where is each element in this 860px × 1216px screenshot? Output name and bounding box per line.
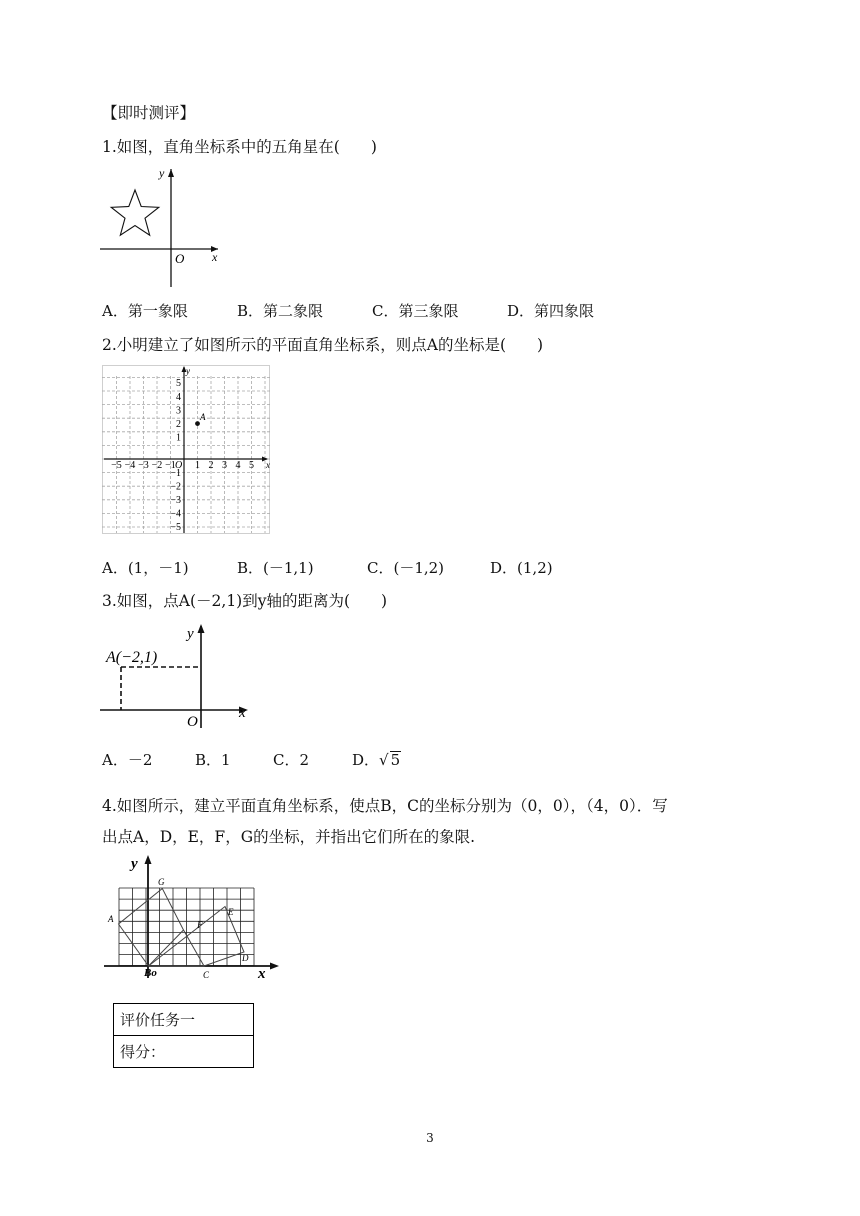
y-axis-arrow-icon: [145, 855, 152, 864]
option-c[interactable]: C．(－1,2): [367, 559, 445, 577]
y-tick-label: −1: [170, 467, 181, 479]
point-d-label: D: [242, 953, 249, 963]
option-c[interactable]: C．2: [273, 751, 310, 769]
question-4-figure: [102, 852, 282, 982]
y-tick-labels: [170, 378, 181, 533]
x-tick-label: −5: [111, 460, 122, 471]
y-axis-label: y: [159, 166, 165, 180]
option-d[interactable]: D．第四象限: [507, 302, 595, 320]
section-title: 【即时测评】: [102, 104, 196, 122]
y-axis-arrow-icon: [168, 169, 174, 177]
x-tick-label: −2: [151, 460, 163, 471]
point-g-label: G: [158, 877, 165, 887]
question-4-stem-line-1: 4.如图所示，建立平面直角坐标系，使点B，C的坐标分别为（0，0），（4，0）．写: [102, 797, 668, 815]
x-tick-labels: [111, 460, 254, 471]
x-axis-arrow-icon: [270, 963, 279, 970]
option-b[interactable]: B．1: [195, 751, 231, 769]
x-tick-label: 5: [249, 460, 254, 471]
score-table-title: 评价任务一: [114, 1004, 254, 1036]
x-tick-label: 1: [195, 460, 200, 471]
sqrt-value: 5: [390, 751, 401, 769]
point-bo-label: Bo: [144, 967, 157, 979]
option-a[interactable]: A．－2: [102, 751, 153, 769]
x-tick-label: −4: [124, 460, 136, 471]
option-d[interactable]: D．(1,2): [490, 559, 553, 577]
question-2-stem: 2.小明建立了如图所示的平面直角坐标系，则点A的坐标是( ): [102, 336, 544, 354]
question-2-options: [102, 557, 553, 578]
y-tick-label: 2: [176, 419, 181, 430]
option-d[interactable]: D．√ 5: [352, 751, 401, 769]
question-1-stem: 1.如图，直角坐标系中的五角星在( ): [102, 138, 377, 156]
y-axis-arrow-icon: [198, 624, 205, 633]
x-tick-label: 2: [208, 460, 214, 471]
y-axis-label: y: [187, 626, 194, 642]
point-e-label: E: [228, 907, 234, 917]
x-axis-label: x: [266, 460, 270, 470]
y-tick-label: 5: [176, 378, 181, 390]
option-a[interactable]: A．第一象限: [102, 302, 188, 320]
x-axis-label: x: [258, 966, 266, 982]
x-tick-label: 4: [235, 460, 241, 471]
y-tick-label: −4: [170, 508, 181, 520]
sqrt-icon: √: [379, 751, 389, 769]
score-table: [113, 1003, 254, 1068]
x-tick-label: −3: [138, 460, 149, 471]
star-icon: [111, 190, 159, 235]
y-tick-label: 4: [176, 391, 181, 403]
question-4-stem-line-2: 出点A，D，E，F，G的坐标，并指出它们所在的象限.: [102, 828, 476, 846]
point-c-label: C: [203, 970, 210, 980]
origin-label: O: [175, 460, 183, 471]
point-f-label: F: [197, 920, 203, 930]
option-c[interactable]: C．第三象限: [372, 302, 459, 320]
point-a-label: A(−2,1): [106, 649, 158, 666]
question-1-options: [102, 300, 594, 321]
option-b[interactable]: B．第二象限: [237, 302, 324, 320]
x-axis-label: x: [212, 250, 218, 264]
option-a[interactable]: A．(1，－1): [102, 559, 189, 577]
y-tick-label: 3: [176, 405, 181, 417]
question-2-figure: [102, 365, 274, 535]
question-3-stem: 3.如图，点A(－2,1)到y轴的距离为( ): [102, 592, 388, 610]
y-axis-label: y: [131, 856, 138, 872]
option-b[interactable]: B．(－1,1): [237, 559, 314, 577]
y-tick-label: −3: [170, 495, 181, 506]
x-axis-label: x: [239, 705, 246, 721]
question-3-figure: [100, 620, 252, 732]
origin-label: O: [187, 714, 198, 730]
question-1-figure: [100, 165, 230, 290]
page-number: 3: [426, 1131, 434, 1145]
y-tick-label: −5: [170, 522, 181, 534]
y-axis-label: y: [186, 366, 190, 376]
question-3-options: [102, 749, 401, 770]
grid: [102, 376, 270, 533]
y-tick-label: −2: [170, 481, 181, 493]
point-a-label: A: [200, 412, 206, 422]
origin-label: O: [175, 251, 185, 266]
point-a-label: A: [108, 914, 114, 924]
score-field[interactable]: 得分：: [114, 1036, 254, 1068]
x-tick-label: −1: [165, 460, 176, 471]
y-tick-label: 1: [176, 432, 181, 444]
x-tick-label: 3: [222, 460, 227, 471]
